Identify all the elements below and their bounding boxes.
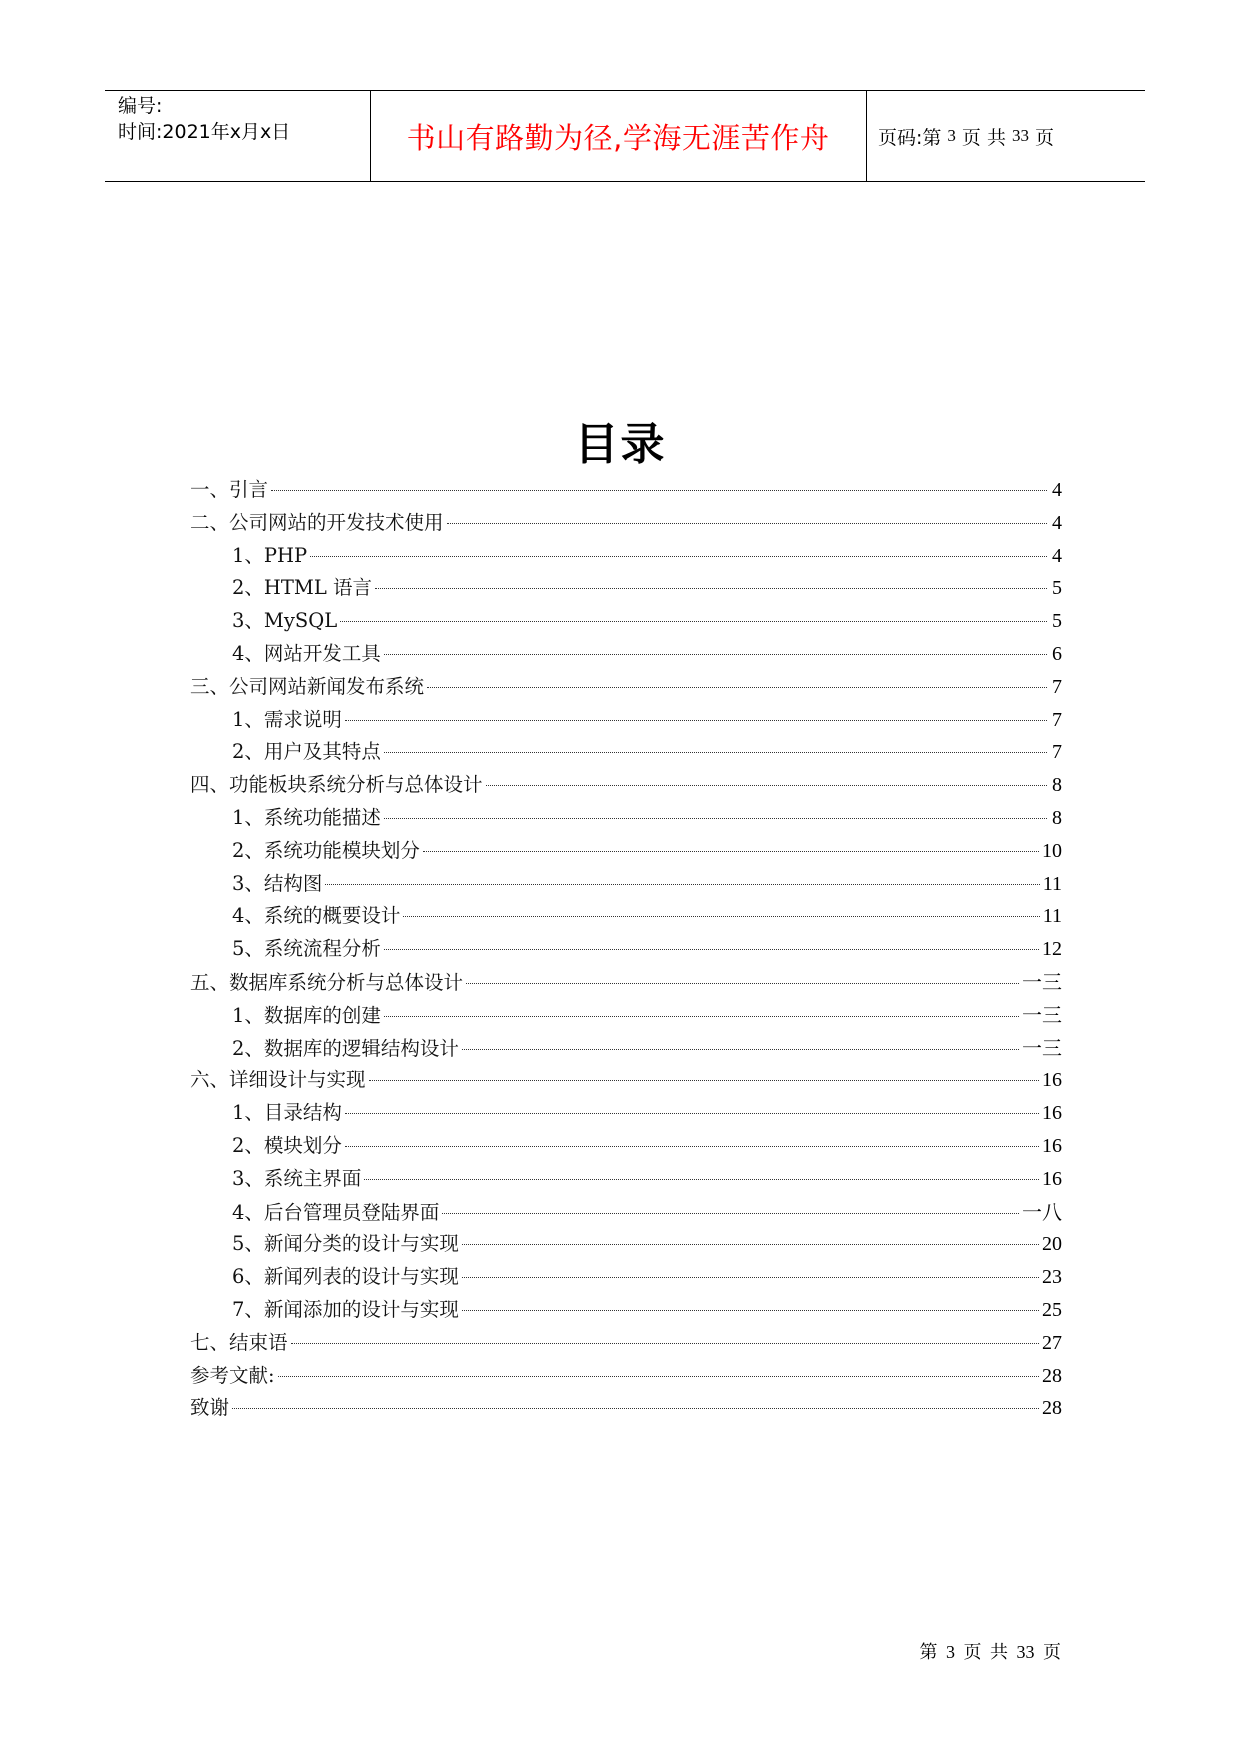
toc-entry-page: 一三 <box>1022 971 1062 994</box>
toc-dot-leader <box>232 1408 1039 1409</box>
toc-dot-leader <box>291 1343 1039 1344</box>
toc-entry-label: 1、目录结构 <box>232 1101 342 1125</box>
toc-entry[interactable] <box>190 1228 1062 1261</box>
toc-entry-page: 16 <box>1042 1069 1062 1092</box>
toc-entry-label: 五、数据库系统分析与总体设计 <box>190 970 464 994</box>
toc-dot-leader <box>466 983 1019 984</box>
page-prefix: 页码:第 <box>878 126 942 149</box>
toc-entry[interactable] <box>190 474 1062 507</box>
toc-entry-page: 20 <box>1042 1233 1062 1256</box>
header-meta <box>105 91 371 181</box>
toc-dot-leader <box>345 720 1047 721</box>
toc-entry-page: 6 <box>1052 642 1062 665</box>
toc-entry[interactable] <box>190 1032 1062 1065</box>
toc-entry-label: 5、新闻分类的设计与实现 <box>232 1232 459 1256</box>
toc-entry-page: 11 <box>1042 905 1062 928</box>
toc-entry[interactable] <box>190 1327 1062 1360</box>
toc-dot-leader <box>462 1310 1039 1311</box>
header-motto-cell <box>370 91 867 181</box>
toc-entry[interactable] <box>190 540 1062 573</box>
toc-entry-label: 2、用户及其特点 <box>232 740 381 764</box>
toc-entry[interactable] <box>190 1294 1062 1327</box>
toc-entry-label: 一、引言 <box>190 478 269 501</box>
toc-entry-label: 7、新闻添加的设计与实现 <box>232 1297 459 1321</box>
table-of-contents <box>190 474 1062 1425</box>
toc-entry-label: 2、数据库的逻辑结构设计 <box>232 1036 459 1060</box>
toc-dot-leader <box>423 851 1039 852</box>
toc-entry[interactable] <box>190 1130 1062 1163</box>
toc-entry[interactable] <box>190 572 1062 605</box>
toc-entry-label: 2、模块划分 <box>232 1133 342 1157</box>
toc-entry-page: 一三 <box>1022 1037 1062 1060</box>
toc-entry-page: 25 <box>1042 1298 1062 1321</box>
toc-entry-label: 4、后台管理员登陆界面 <box>232 1200 440 1224</box>
toc-entry-page: 16 <box>1042 1167 1062 1190</box>
toc-entry-label: 3、系统主界面 <box>232 1166 362 1190</box>
toc-entry-page: 28 <box>1042 1364 1062 1387</box>
toc-entry-page: 一八 <box>1022 1201 1062 1224</box>
toc-entry[interactable] <box>190 1097 1062 1130</box>
toc-entry[interactable] <box>190 835 1062 868</box>
toc-entry-label: 七、结束语 <box>190 1330 288 1354</box>
toc-entry-page: 4 <box>1052 511 1062 534</box>
toc-entry-page: 8 <box>1052 774 1062 797</box>
toc-entry-page: 8 <box>1052 806 1062 829</box>
toc-entry[interactable] <box>190 1261 1062 1294</box>
id-label: 编号: <box>118 95 163 117</box>
toc-entry-label: 6、新闻列表的设计与实现 <box>232 1265 459 1289</box>
toc-title: 目录 <box>574 419 667 470</box>
motto-text: 书山有路勤为径,学海无涯苦作舟 <box>406 120 830 155</box>
toc-dot-leader <box>384 752 1047 753</box>
toc-dot-leader <box>384 949 1039 950</box>
toc-entry-label: 1、需求说明 <box>232 707 342 731</box>
toc-dot-leader <box>462 1049 1019 1050</box>
toc-dot-leader <box>427 687 1047 688</box>
toc-dot-leader <box>403 916 1039 917</box>
toc-entry[interactable] <box>190 868 1062 901</box>
toc-dot-leader <box>345 1113 1039 1114</box>
page-header <box>105 90 1145 182</box>
page-total: 33 <box>1011 126 1029 145</box>
toc-entry-page: 23 <box>1042 1266 1062 1289</box>
toc-entry-page: 4 <box>1052 544 1062 567</box>
toc-entry-page: 7 <box>1052 741 1062 764</box>
toc-dot-leader <box>325 884 1039 885</box>
toc-entry[interactable] <box>190 638 1062 671</box>
toc-entry-label: 1、数据库的创建 <box>232 1003 381 1027</box>
toc-dot-leader <box>442 1213 1019 1214</box>
toc-dot-leader <box>369 1080 1039 1081</box>
toc-entry-label: 4、网站开发工具 <box>232 641 381 665</box>
toc-entry-page: 4 <box>1052 479 1062 501</box>
toc-entry[interactable] <box>190 704 1062 737</box>
toc-entry-label: 3、结构图 <box>232 871 323 895</box>
page-footer: 第 3 页 共 33 页 <box>919 1642 1061 1662</box>
toc-entry-label: 2、HTML 语言 <box>232 576 373 600</box>
toc-entry[interactable] <box>190 769 1062 802</box>
toc-entry-label: 致谢 <box>190 1396 230 1420</box>
toc-dot-leader <box>375 588 1047 589</box>
toc-entry[interactable] <box>190 507 1062 540</box>
toc-entry[interactable] <box>190 605 1062 638</box>
toc-entry-label: 三、公司网站新闻发布系统 <box>190 674 425 698</box>
toc-entry-page: 7 <box>1052 708 1062 731</box>
toc-entry[interactable] <box>190 1064 1062 1097</box>
toc-dot-leader <box>310 556 1047 557</box>
toc-entry-label: 1、系统功能描述 <box>232 805 381 829</box>
toc-entry[interactable] <box>190 671 1062 704</box>
toc-entry-page: 一三 <box>1022 1004 1062 1027</box>
time-label: 时间:2021年x月x日 <box>118 121 291 143</box>
toc-dot-leader <box>462 1244 1039 1245</box>
toc-entry[interactable] <box>190 966 1062 999</box>
toc-entry[interactable] <box>190 1163 1062 1196</box>
toc-dot-leader <box>447 523 1047 524</box>
toc-entry[interactable] <box>190 802 1062 835</box>
toc-entry-label: 1、PHP <box>232 543 308 567</box>
toc-dot-leader <box>278 1376 1039 1377</box>
toc-entry-label: 参考文献: <box>190 1363 275 1387</box>
toc-entry-label: 4、系统的概要设计 <box>232 904 401 928</box>
header-page-info <box>866 91 1145 181</box>
toc-dot-leader <box>345 1146 1039 1147</box>
toc-dot-leader <box>364 1179 1039 1180</box>
toc-dot-leader <box>271 490 1047 491</box>
toc-entry[interactable] <box>190 736 1062 769</box>
toc-dot-leader <box>384 818 1047 819</box>
toc-entry-label: 2、系统功能模块划分 <box>232 838 420 862</box>
toc-entry-page: 11 <box>1042 872 1062 895</box>
toc-entry[interactable] <box>190 1196 1062 1229</box>
toc-entry[interactable] <box>190 900 1062 933</box>
toc-entry-label: 二、公司网站的开发技术使用 <box>190 510 444 534</box>
toc-dot-leader <box>340 621 1047 622</box>
toc-entry-page: 27 <box>1042 1331 1062 1354</box>
page-current: 3 <box>947 126 956 145</box>
toc-dot-leader <box>486 785 1047 786</box>
toc-entry[interactable] <box>190 1392 1062 1425</box>
toc-entry-page: 16 <box>1042 1134 1062 1157</box>
toc-dot-leader <box>462 1277 1039 1278</box>
toc-entry-page: 5 <box>1052 577 1062 600</box>
page-suffix: 页 <box>1034 126 1054 149</box>
toc-entry-page: 5 <box>1052 610 1062 633</box>
toc-dot-leader <box>384 654 1047 655</box>
toc-entry-page: 10 <box>1042 839 1062 862</box>
toc-entry[interactable] <box>190 999 1062 1032</box>
toc-entry-page: 12 <box>1042 938 1062 961</box>
toc-entry-label: 四、功能板块系统分析与总体设计 <box>190 773 483 797</box>
toc-entry-page: 28 <box>1042 1397 1062 1420</box>
toc-entry[interactable] <box>190 933 1062 966</box>
toc-entry-label: 六、详细设计与实现 <box>190 1068 366 1092</box>
toc-entry-page: 16 <box>1042 1102 1062 1125</box>
toc-entry[interactable] <box>190 1360 1062 1393</box>
page-mid: 页 共 <box>961 126 1006 149</box>
toc-entry-page: 7 <box>1052 675 1062 698</box>
toc-entry-label: 3、MySQL <box>232 609 338 633</box>
toc-entry-label: 5、系统流程分析 <box>232 937 381 961</box>
toc-dot-leader <box>384 1016 1019 1017</box>
